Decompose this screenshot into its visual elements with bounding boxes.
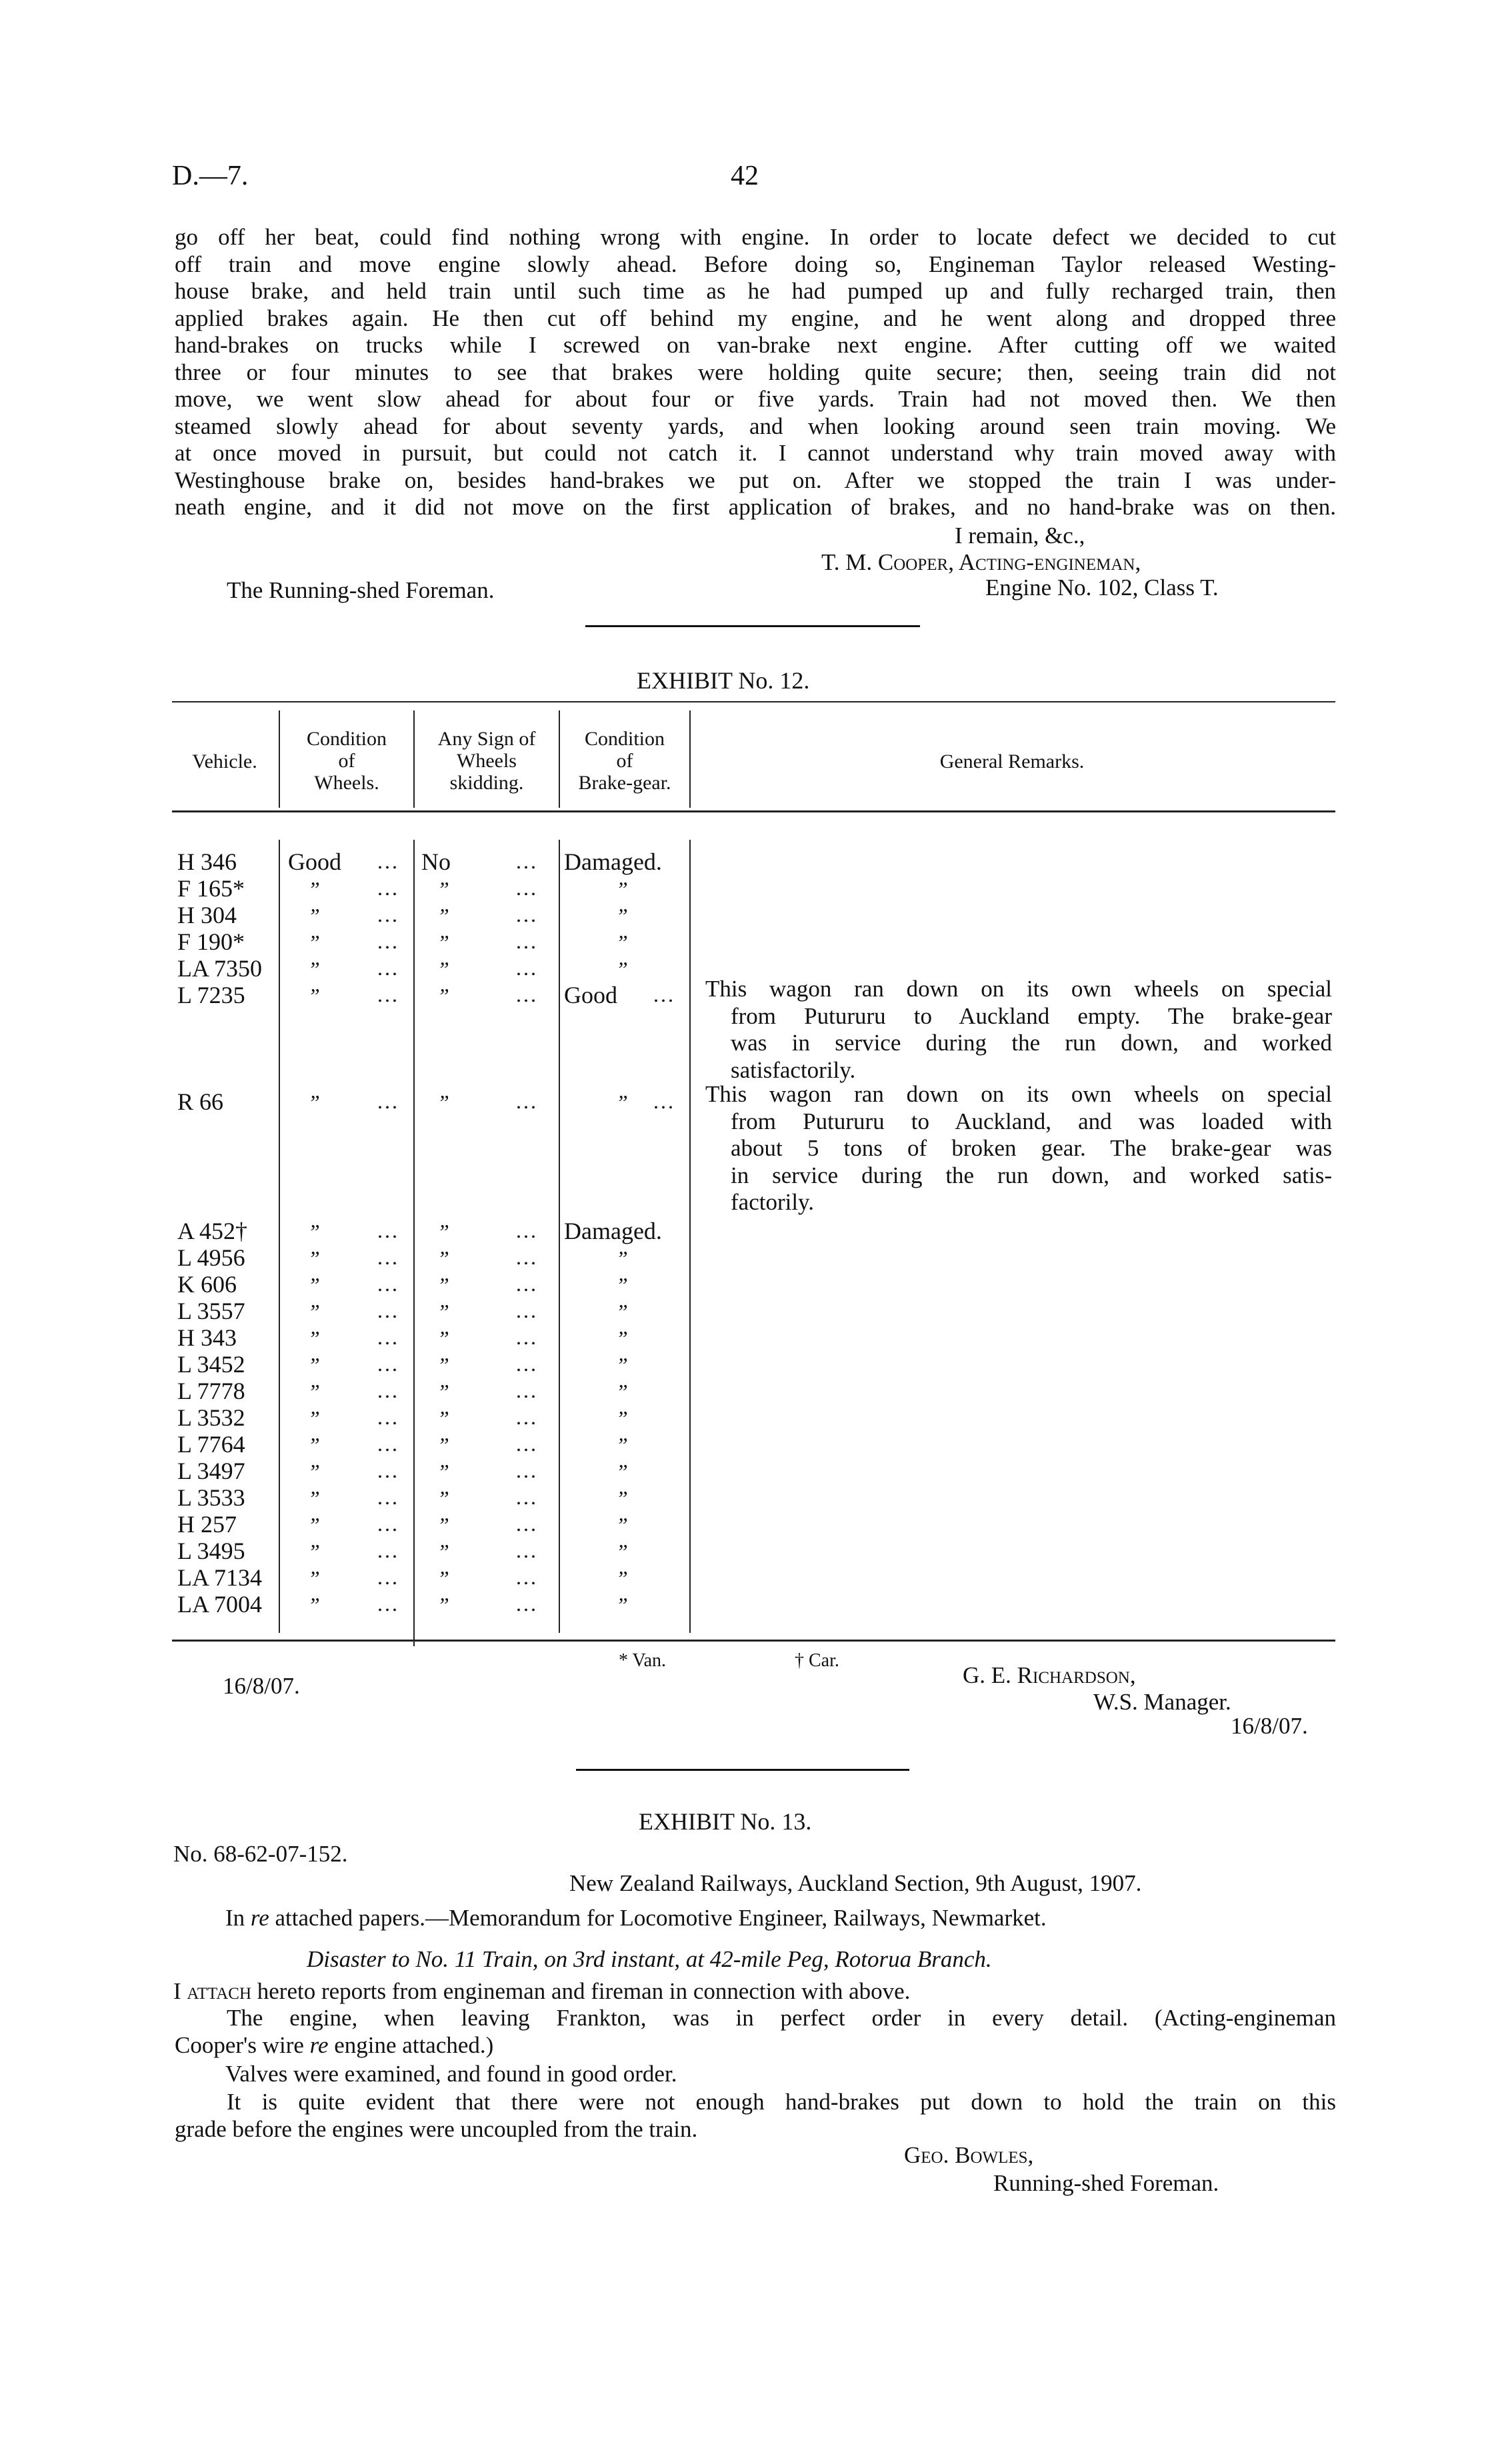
exhibit-13-paragraph-2 — [175, 2005, 1336, 2059]
cell-skidding: ” — [437, 1433, 449, 1457]
cell-vehicle: F 165* — [177, 875, 245, 902]
letter-line: house brake, and held train until such time as he had pumped up and fully recharged train, then — [175, 278, 1336, 304]
cell-dots: ... — [516, 902, 538, 926]
cell-dots: ... — [377, 1458, 399, 1482]
header-line: of — [338, 750, 355, 772]
section-divider — [576, 1769, 909, 1771]
cell-dots: ... — [377, 1089, 399, 1113]
p2-line: The engine, when leaving Frankton, was in perfect order in every detail. (Acting-engineman — [227, 2005, 1336, 2031]
cell-brake-gear: ” — [616, 930, 628, 954]
cell-dots: ... — [516, 956, 538, 980]
cell-wheels: ” — [308, 1220, 320, 1244]
cell-wheels: ” — [308, 1486, 320, 1510]
cell-vehicle: LA 7350 — [177, 955, 263, 982]
cell-brake-gear: ” — [616, 877, 628, 901]
cell-dots: ... — [516, 929, 538, 953]
letter-body — [175, 224, 1336, 521]
cell-wheels: ” — [308, 1090, 320, 1114]
cell-brake-gear: Damaged. — [564, 1218, 662, 1244]
cell-skidding: ” — [437, 930, 449, 954]
letter-addressee: The Running-shed Foreman. — [227, 577, 495, 603]
cell-vehicle: L 3533 — [177, 1484, 245, 1511]
cell-dots: ... — [516, 1405, 538, 1429]
remark-line: This wagon ran down on its own wheels on special — [705, 976, 1332, 1002]
cell-skidding: ” — [437, 1220, 449, 1244]
p1-lead: I attach — [173, 1978, 252, 2004]
cell-dots: ... — [377, 1245, 399, 1269]
cell-vehicle: F 190* — [177, 928, 245, 955]
letter-line: hand-brakes on trucks while I screwed on van-brake next engine. After cutting off we waited — [175, 332, 1336, 358]
p2-line — [175, 2032, 1336, 2059]
remark-line: from Putururu to Auckland, and was loaded with — [731, 1108, 1332, 1134]
in-re-prefix: In — [225, 1905, 245, 1931]
table-header-rule — [172, 810, 1335, 812]
in-re-rest: attached papers.—Memorandum for Locomotive Engineer, Railways, Newmarket. — [275, 1905, 1047, 1931]
cell-vehicle: LA 7004 — [177, 1591, 263, 1618]
cell-dots: ... — [516, 1298, 538, 1322]
cell-dots: ... — [377, 1218, 399, 1242]
exhibit-12-signatory — [963, 1662, 1136, 1690]
cell-brake-gear: ” — [616, 1566, 628, 1590]
cell-dots: ... — [377, 1565, 399, 1589]
cell-brake-gear: ” — [616, 1246, 628, 1270]
column-divider — [559, 840, 560, 1633]
exhibit-13-position: Running-shed Foreman. — [993, 2170, 1219, 2196]
cell-skidding: ” — [437, 984, 449, 1008]
cell-brake-gear: ” — [616, 1486, 628, 1510]
exhibit-13-paragraph-4 — [175, 2089, 1336, 2143]
cell-vehicle: K 606 — [177, 1271, 237, 1298]
column-divider — [413, 840, 415, 1646]
cell-skidding: ” — [437, 1273, 449, 1297]
header-line: Wheels. — [314, 772, 379, 794]
cell-skidding: ” — [437, 1300, 449, 1324]
cell-brake-gear: ” — [616, 1326, 628, 1350]
cell-dots: ... — [516, 1325, 538, 1349]
cell-vehicle: L 3532 — [177, 1404, 245, 1431]
cell-dots: ... — [516, 1432, 538, 1456]
cell-vehicle: L 4956 — [177, 1244, 245, 1271]
remark-l7235 — [705, 976, 1332, 1084]
cell-wheels: ” — [308, 1513, 320, 1537]
remark-line: satisfactorily. — [731, 1056, 856, 1083]
p4-line: It is quite evident that there were not enough hand-brakes put down to hold the train on this — [227, 2089, 1336, 2115]
cell-brake-gear: ” — [616, 1353, 628, 1377]
table-bottom-rule — [172, 1640, 1335, 1642]
header-line: Condition — [306, 728, 387, 750]
cell-wheels: ” — [308, 1593, 320, 1617]
cell-wheels: ” — [308, 1540, 320, 1564]
letter-line: go off her beat, could find nothing wrong with engine. In order to locate defect we decided to cut — [175, 224, 1336, 250]
exhibit-13-title: EXHIBIT No. 13. — [639, 1808, 812, 1835]
cell-brake-gear: ” — [616, 957, 628, 981]
cell-brake-gear: Good — [564, 982, 617, 1008]
letter-line: at once moved in pursuit, but could not catch it. I cannot understand why train moved away with — [175, 440, 1336, 466]
cell-dots: ... — [516, 1565, 538, 1589]
cell-brake-gear: ” — [616, 1090, 628, 1114]
cell-wheels: ” — [308, 1246, 320, 1270]
exhibit-12-date-left: 16/8/07. — [223, 1673, 300, 1699]
column-divider — [279, 840, 280, 1633]
cell-dots: ... — [377, 1378, 399, 1402]
cell-dots: ... — [516, 1378, 538, 1402]
letter-line: neath engine, and it did not move on the first application of brakes, and no hand-brake was on then. — [175, 494, 1336, 520]
cell-dots: ... — [516, 1089, 538, 1113]
cell-vehicle: L 7778 — [177, 1378, 245, 1404]
cell-vehicle: R 66 — [177, 1088, 224, 1115]
cell-skidding: ” — [437, 1380, 449, 1404]
remark-line: factorily. — [731, 1189, 815, 1215]
column-header-wheels — [280, 728, 413, 794]
letter-signatory — [821, 549, 1141, 577]
cell-dots: ... — [377, 1592, 399, 1616]
column-header-vehicle: Vehicle. — [192, 750, 257, 772]
in-re-word: re — [250, 1905, 269, 1931]
cell-dots: ... — [516, 1485, 538, 1509]
cell-dots: ... — [377, 956, 399, 980]
page-number: 42 — [731, 161, 759, 191]
p1-rest: hereto reports from engineman and fireman in connection with above. — [257, 1978, 911, 2004]
cell-vehicle: H 346 — [177, 848, 237, 875]
cell-skidding: ” — [437, 1090, 449, 1114]
letter-signatory-text: T. M. Cooper, Acting-engineman, — [821, 549, 1141, 575]
cell-dots: ... — [377, 929, 399, 953]
cell-wheels: ” — [308, 930, 320, 954]
cell-dots: ... — [516, 1352, 538, 1376]
cell-dots: ... — [516, 876, 538, 900]
cell-brake-gear: ” — [616, 1593, 628, 1617]
footnote-van: * Van. — [619, 1650, 667, 1671]
column-header-brake-gear — [560, 728, 689, 794]
cell-skidding: ” — [437, 1513, 449, 1537]
cell-skidding: ” — [437, 904, 449, 928]
cell-dots: ... — [516, 1272, 538, 1296]
cell-skidding: No — [421, 848, 451, 875]
cell-vehicle: H 304 — [177, 902, 237, 928]
exhibit-13-ref-number: No. 68-62-07-152. — [173, 1841, 348, 1867]
table-top-rule — [172, 701, 1335, 702]
cell-wheels: ” — [308, 957, 320, 981]
header-line: Any Sign of — [437, 728, 536, 750]
cell-wheels: ” — [308, 1566, 320, 1590]
cell-wheels: ” — [308, 1460, 320, 1484]
cell-skidding: ” — [437, 1540, 449, 1564]
cell-dots: ... — [516, 982, 538, 1006]
header-line: of — [616, 750, 633, 772]
cell-dots: ... — [516, 1218, 538, 1242]
cell-wheels: ” — [308, 904, 320, 928]
cell-dots: ... — [377, 1538, 399, 1562]
header-line: skidding. — [449, 772, 524, 794]
cell-skidding: ” — [437, 957, 449, 981]
cell-skidding: ” — [437, 1593, 449, 1617]
exhibit-13-signatory — [904, 2142, 1033, 2169]
exhibit-12-title: EXHIBIT No. 12. — [637, 667, 810, 694]
cell-dots: ... — [516, 849, 538, 873]
cell-wheels: ” — [308, 1433, 320, 1457]
cell-dots: ... — [377, 1298, 399, 1322]
cell-dots: ... — [516, 1592, 538, 1616]
cell-dots: ... — [377, 1272, 399, 1296]
exhibit-13-dateline: New Zealand Railways, Auckland Section, 9th August, 1907. — [569, 1870, 1142, 1896]
cell-wheels: ” — [308, 1326, 320, 1350]
column-header-skidding — [415, 728, 559, 794]
exhibit-13-paragraph-3: Valves were examined, and found in good order. — [225, 2061, 677, 2087]
cell-dots: ... — [516, 1538, 538, 1562]
cell-skidding: ” — [437, 1486, 449, 1510]
letter-line: move, we went slow ahead for about four or five yards. Train had not moved then. We then — [175, 386, 1336, 412]
p2-text: Cooper's wire — [175, 2031, 304, 2058]
cell-brake-gear: ” — [616, 1460, 628, 1484]
cell-skidding: ” — [437, 1406, 449, 1430]
letter-line: applied brakes again. He then cut off behind my engine, and he went along and dropped three — [175, 305, 1336, 331]
column-divider — [689, 840, 691, 1633]
remark-line: about 5 tons of broken gear. The brake-gear was — [731, 1135, 1332, 1161]
cell-wheels: Good — [288, 848, 341, 875]
p4-line: grade before the engines were uncoupled from the train. — [175, 2115, 698, 2142]
cell-wheels: ” — [308, 877, 320, 901]
cell-dots: ... — [653, 982, 675, 1006]
footnote-car: † Car. — [795, 1650, 839, 1671]
exhibit-13-signatory-text: Geo. Bowles, — [904, 2142, 1034, 2168]
remark-line: This wagon ran down on its own wheels on special — [705, 1081, 1332, 1107]
cell-dots: ... — [377, 849, 399, 873]
column-header-remarks: General Remarks. — [939, 750, 1085, 772]
cell-wheels: ” — [308, 984, 320, 1008]
letter-line: Westinghouse brake on, besides hand-brakes we put on. After we stopped the train I was under- — [175, 467, 1336, 493]
cell-wheels: ” — [308, 1406, 320, 1430]
cell-dots: ... — [516, 1458, 538, 1482]
cell-brake-gear: ” — [616, 1380, 628, 1404]
cell-vehicle: A 452† — [177, 1218, 248, 1244]
cell-skidding: ” — [437, 1246, 449, 1270]
letter-engine: Engine No. 102, Class T. — [985, 575, 1219, 601]
letter-line: steamed slowly ahead for about seventy yards, and when looking around seen train moving. We — [175, 413, 1336, 439]
cell-dots: ... — [516, 1245, 538, 1269]
cell-brake-gear: Damaged. — [564, 848, 662, 875]
cell-skidding: ” — [437, 1353, 449, 1377]
cell-dots: ... — [377, 1405, 399, 1429]
remark-r66 — [705, 1081, 1332, 1216]
cell-wheels: ” — [308, 1353, 320, 1377]
exhibit-13-paragraph-1 — [173, 1978, 910, 2005]
cell-dots: ... — [377, 876, 399, 900]
cell-vehicle: L 7235 — [177, 982, 245, 1008]
exhibit-13-subject: Disaster to No. 11 Train, on 3rd instant, at 42-mile Peg, Rotorua Branch. — [307, 1946, 992, 1972]
cell-skidding: ” — [437, 1566, 449, 1590]
cell-wheels: ” — [308, 1380, 320, 1404]
cell-dots: ... — [377, 1512, 399, 1536]
remark-line: from Putururu to Auckland empty. The brake-gear — [731, 1002, 1332, 1029]
p2-text: engine attached.) — [334, 2031, 494, 2058]
document-reference: D.—7. — [172, 161, 249, 191]
cell-dots: ... — [377, 1485, 399, 1509]
header-line: Brake-gear. — [578, 772, 671, 794]
header-line: Condition — [584, 728, 665, 750]
section-divider — [585, 625, 920, 627]
p2-re: re — [309, 2031, 329, 2058]
cell-vehicle: L 7764 — [177, 1431, 245, 1458]
cell-brake-gear: ” — [616, 1433, 628, 1457]
cell-skidding: ” — [437, 1326, 449, 1350]
exhibit-13-in-re — [225, 1905, 1047, 1932]
cell-brake-gear: ” — [616, 1406, 628, 1430]
cell-brake-gear: ” — [616, 1513, 628, 1537]
cell-vehicle: L 3557 — [177, 1298, 245, 1324]
cell-dots: ... — [377, 982, 399, 1006]
cell-brake-gear: ” — [616, 1540, 628, 1564]
cell-brake-gear: ” — [616, 1300, 628, 1324]
cell-wheels: ” — [308, 1300, 320, 1324]
cell-dots: ... — [377, 1325, 399, 1349]
cell-skidding: ” — [437, 1460, 449, 1484]
cell-dots: ... — [653, 1089, 675, 1113]
cell-dots: ... — [377, 902, 399, 926]
cell-dots: ... — [377, 1352, 399, 1376]
cell-brake-gear: ” — [616, 1273, 628, 1297]
exhibit-12-date-right: 16/8/07. — [1231, 1713, 1308, 1739]
exhibit-12-position: W.S. Manager. — [1093, 1689, 1231, 1715]
letter-line: three or four minutes to see that brakes were holding quite secure; then, seeing train did not — [175, 359, 1336, 385]
header-line: Wheels — [457, 750, 517, 772]
cell-vehicle: L 3495 — [177, 1538, 245, 1564]
cell-vehicle: L 3452 — [177, 1351, 245, 1378]
letter-closing: I remain, &c., — [955, 523, 1085, 549]
cell-dots: ... — [516, 1512, 538, 1536]
remark-line: was in service during the run down, and worked — [731, 1030, 1332, 1056]
cell-vehicle: L 3497 — [177, 1458, 245, 1484]
cell-brake-gear: ” — [616, 904, 628, 928]
cell-wheels: ” — [308, 1273, 320, 1297]
exhibit-12-signatory-text: G. E. Richardson, — [963, 1662, 1136, 1688]
cell-vehicle: H 257 — [177, 1511, 237, 1538]
cell-vehicle: LA 7134 — [177, 1564, 263, 1591]
cell-skidding: ” — [437, 877, 449, 901]
cell-dots: ... — [377, 1432, 399, 1456]
letter-line: off train and move engine slowly ahead. Before doing so, Engineman Taylor released Westing- — [175, 251, 1336, 277]
cell-vehicle: H 343 — [177, 1324, 237, 1351]
remark-line: in service during the run down, and worked satis- — [731, 1162, 1332, 1188]
